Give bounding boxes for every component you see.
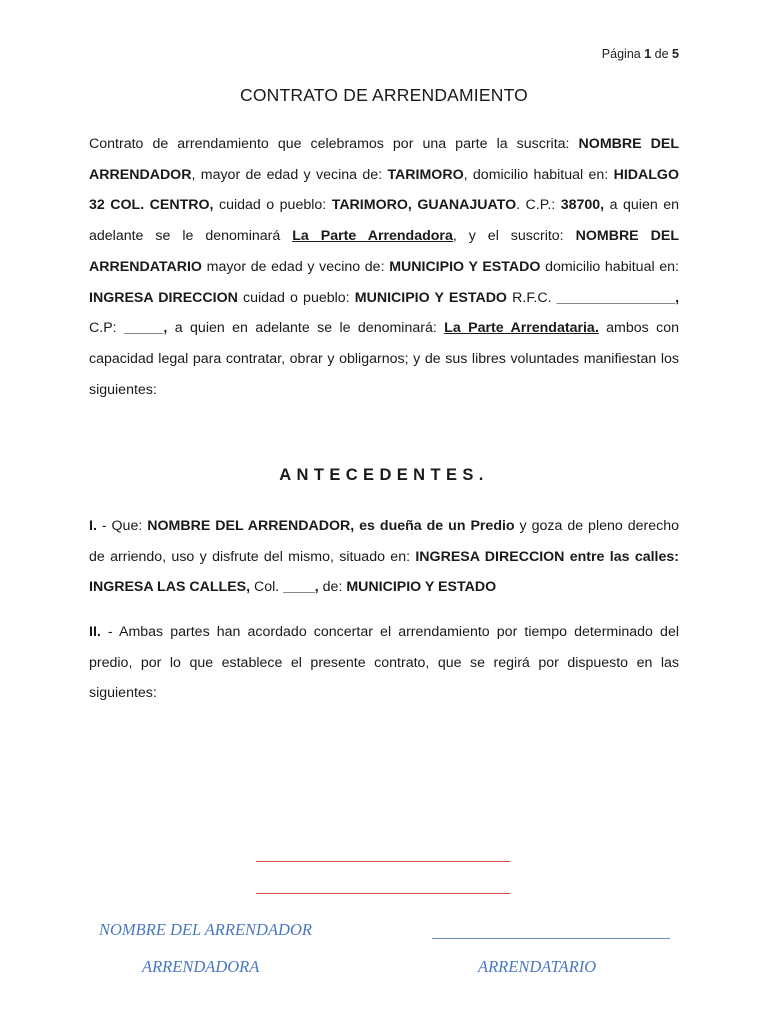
lessee-address: INGRESA DIRECCION [89, 289, 238, 306]
lessor-signature-role: ARRENDADORA [142, 957, 260, 976]
intro-text: , domicilio habitual en: [463, 166, 614, 183]
intro-text: a quien en adelante se le denominará: [167, 320, 445, 337]
intro-text: cuidad o pueblo: [213, 197, 332, 214]
intro-text: domicilio habitual en: [540, 258, 679, 275]
lessee-city: MUNICIPIO Y ESTADO [354, 289, 507, 306]
antecedentes-heading: ANTECEDENTES. [279, 466, 489, 484]
lessor-address: HIDALGO 32 COL. CENTRO, [89, 166, 679, 214]
intro-text: C.P: [89, 320, 124, 337]
lessee-signature-line [432, 938, 670, 939]
clause-text: Col. [250, 579, 284, 596]
lessor-town: TARIMORO [387, 166, 464, 183]
clause-two [89, 617, 679, 709]
signature-line-red-1 [256, 861, 510, 862]
intro-text: R.F.C. [506, 289, 557, 306]
clause-owner: NOMBRE DEL ARRENDADOR, es dueña de un Predio [147, 518, 515, 534]
page-of: de [654, 47, 669, 61]
clause-text: - Que: [96, 518, 148, 534]
lessor-postal-code: 38700, [560, 197, 605, 214]
intro-text: . C.P.: [516, 197, 561, 214]
clause-colonia-blank: ____, [283, 579, 319, 596]
intro-text: mayor de edad y vecino de: [201, 258, 390, 275]
lessee-postal-blank: _____, [123, 320, 168, 337]
lessee-municipality: MUNICIPIO Y ESTADO [389, 258, 541, 275]
lessor-city: TARIMORO, GUANAJUATO [331, 197, 517, 214]
clause-text: de: [318, 579, 347, 596]
intro-paragraph [89, 129, 679, 405]
intro-text: a quien en adelante se le denominará [89, 197, 679, 245]
page-number [602, 47, 679, 61]
party-lessor-label: La Parte Arrendadora [292, 228, 453, 245]
intro-text: Contrato de arrendamiento que celebramos por una parte la suscrita: [89, 136, 579, 152]
clause-text: - Ambas partes han acordado concertar el arrendamiento por tiempo determinado del predio, por lo que establece el presente contrato, que se regirá por dispuesto en las siguientes: [89, 624, 679, 702]
clause-text: y goza de pleno derecho de arriendo, uso y disfrute del mismo, situado en: [89, 518, 679, 565]
signature-line-red-2 [256, 893, 510, 894]
party-lessee-label: La Parte Arrendataria. [444, 320, 599, 337]
intro-text: , mayor de edad y vecina de: [191, 166, 388, 183]
clause-number: I. [89, 518, 97, 534]
intro-text: ambos con capacidad legal para contratar, obrar y obligarnos; y de sus libres voluntades manifiestan los siguientes: [89, 320, 680, 398]
clause-one [89, 511, 679, 603]
intro-text: cuidad o pueblo: [237, 289, 355, 306]
lessee-rfc-blank: _______________, [556, 289, 680, 306]
lessee-signature-role: ARRENDATARIO [478, 957, 597, 976]
page-total: 5 [672, 47, 679, 61]
clause-address: INGRESA DIRECCION entre las calles: INGRESA LAS CALLES, [89, 548, 679, 596]
intro-text: , y el suscrito: [452, 228, 576, 245]
clause-state: MUNICIPIO Y ESTADO [346, 579, 497, 596]
clause-number: II. [89, 624, 101, 640]
lessor-signature-name: NOMBRE DEL ARRENDADOR [99, 920, 312, 939]
page-current: 1 [644, 47, 652, 61]
lessor-name: NOMBRE DEL ARRENDADOR [89, 136, 680, 183]
document-title: CONTRATO DE ARRENDAMIENTO [240, 85, 528, 105]
lessee-name: NOMBRE DEL ARRENDATARIO [89, 228, 679, 275]
page-word: Página [601, 47, 641, 61]
